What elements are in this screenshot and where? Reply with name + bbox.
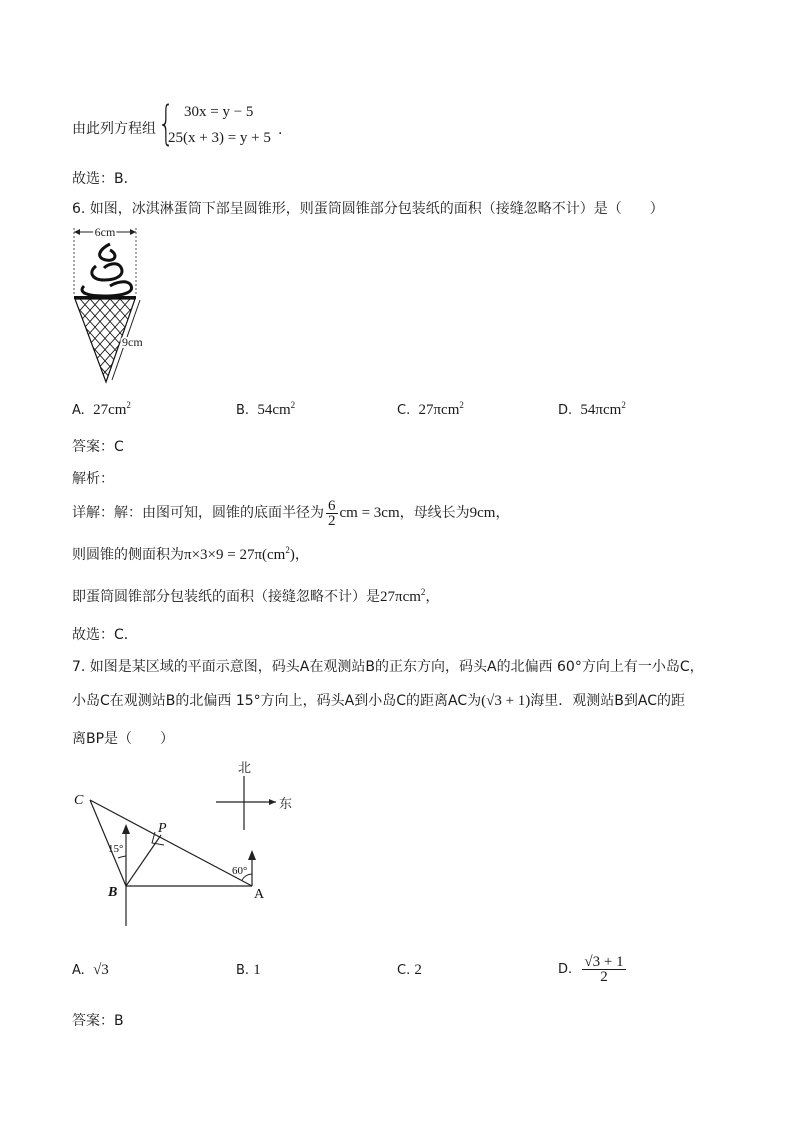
- q7-stem-line-1: 7. 如图是某区域的平面示意图，码头A在观测站B的正东方向，码头A的北偏西 60°方向上有一小岛C，: [72, 659, 704, 675]
- ice-cream-swirl-icon: [82, 244, 132, 296]
- point-c-label: C: [74, 793, 84, 808]
- q6-detail-line: 详解：解：由图可知，圆锥的底面半径为 $\frac{6}{2}$ cm = 3cm，母线长为9cm，: [72, 497, 510, 529]
- q6-lateral-line: 则圆锥的侧面积为$\pi\times 3\times 9 = 27\pi(cm^2)$，: [72, 545, 309, 563]
- arrow-right-icon: [130, 229, 136, 235]
- q6-conclusion-line: 即蛋筒圆锥部分包装纸的面积（接缝忽略不计）是27πcm$^2$，: [72, 587, 440, 605]
- point-b-label: B: [108, 885, 118, 900]
- map-diagram: [66, 756, 306, 936]
- q6-stem: 6. 如图，冰淇淋蛋筒下部呈圆锥形，则蛋筒圆锥部分包装纸的面积（接缝忽略不计）是（ ）: [72, 201, 664, 217]
- prev-choice: 故选：B．: [72, 171, 138, 187]
- segment-bp: [126, 835, 161, 886]
- compass-north-label: 北: [238, 761, 252, 776]
- q6-choice: 故选：C．: [72, 627, 138, 643]
- north-arrow-b-icon: [122, 824, 130, 834]
- q7-answer: 答案：B: [72, 1013, 124, 1029]
- q6-option-a[interactable]: A. $27cm^2$: [72, 400, 131, 418]
- q6-option-d[interactable]: D. 54πcm$^2$: [558, 400, 626, 418]
- q6-option-b[interactable]: B. $54cm^2$: [236, 400, 296, 418]
- point-p-label: P: [158, 821, 167, 836]
- system-lead: 由此列方程组: [72, 121, 156, 137]
- point-a-label: A: [254, 887, 265, 902]
- angle-b-label: 15°: [108, 843, 124, 855]
- q7-stem-line-3: 离BP是（ ）: [72, 731, 175, 747]
- north-arrow-a-icon: [248, 850, 256, 860]
- arrow-left-icon: [74, 229, 80, 235]
- east-arrow-icon: [269, 799, 276, 805]
- ice-cream-figure: [70, 224, 160, 384]
- equation-2: 25(x + 3) = y + 5: [168, 130, 271, 146]
- q6-option-c[interactable]: C. 27πcm$^2$: [397, 400, 464, 418]
- q7-stem-line-2: 小岛C在观测站B的北偏西 15°方向上，码头A到小岛C的距离AC为(√3 + 1)海里．观测站B到AC的距: [72, 693, 686, 709]
- q7-option-d[interactable]: D. $\frac{√3 + 1}{2}$: [558, 954, 624, 985]
- angle-a-label: 60°: [232, 865, 248, 877]
- diameter-label: 6cm: [94, 225, 116, 239]
- slant-label: 9cm: [122, 335, 143, 349]
- q7-option-a[interactable]: A. √3: [72, 962, 109, 978]
- brace-symbol: {: [158, 96, 175, 150]
- q6-answer: 答案：C: [72, 439, 124, 455]
- q7-option-b[interactable]: B. 1: [236, 962, 261, 978]
- q6-analysis-label: 解析：: [72, 471, 114, 487]
- equation-tail: .: [278, 122, 283, 138]
- equation-1: 30x = y − 5: [184, 104, 254, 120]
- compass-east-label: 东: [279, 797, 293, 812]
- q7-option-c[interactable]: C. 2: [397, 962, 422, 978]
